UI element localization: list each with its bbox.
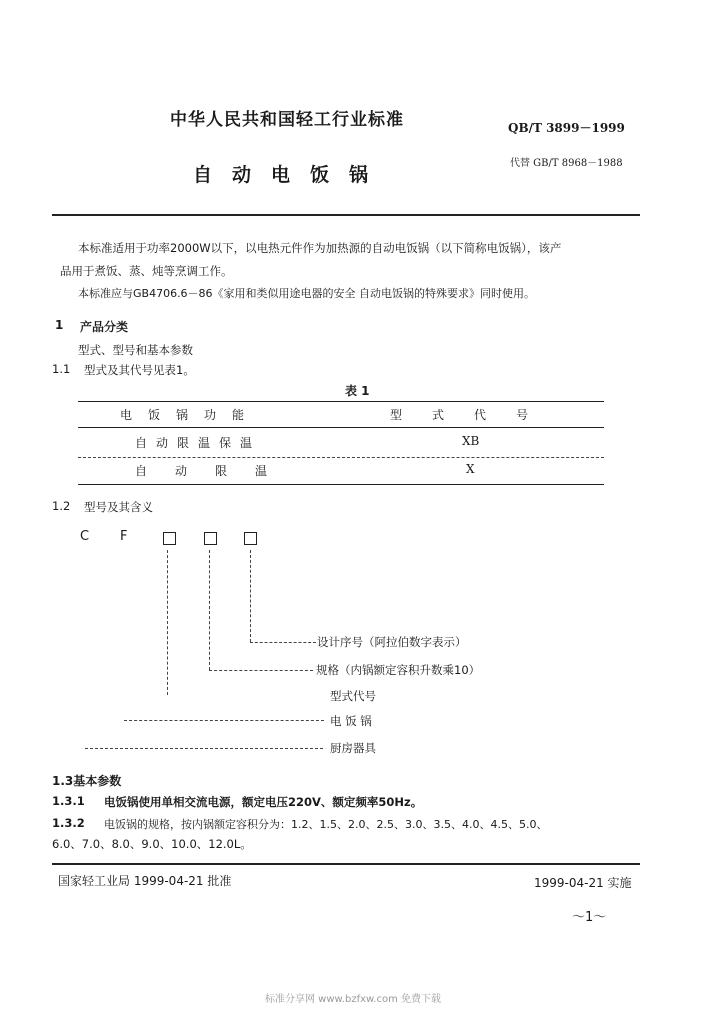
footer-rule — [52, 863, 640, 865]
replaces-standard: 代替 GB/T 8968－1988 — [510, 158, 623, 169]
code-box-spec — [204, 532, 217, 545]
section1-number: 1 — [55, 318, 64, 332]
document-title: 自动电饭锅 — [193, 164, 389, 186]
connector-kitchen — [85, 748, 323, 749]
table-header-rule — [78, 427, 604, 428]
label-spec: 规格（内锅额定容积升数乘10） — [316, 663, 481, 677]
section1-3-heading: 1.3基本参数 — [52, 774, 122, 788]
section1-3-1-text: 电饭锅使用单相交流电源，额定电压220V、额定频率50Hz。 — [104, 795, 423, 809]
connector-spec-vertical — [209, 550, 210, 670]
table-row-divider — [78, 457, 604, 458]
connector-spec-horizontal — [209, 670, 313, 671]
intro-para1-line2: 品用于煮饭、蒸、炖等烹调工作。 — [60, 264, 233, 278]
page-number: ～1～ — [572, 910, 607, 925]
table-header-function: 电饭锅功能 — [120, 408, 261, 422]
intro-para2: 本标准应与GB4706.6－86《家用和类似用途电器的安全 自动电饭锅的特殊要求》同时使用。 — [78, 287, 536, 300]
label-type-code: 型式代号 — [330, 689, 376, 703]
table-row2-code: X — [466, 462, 475, 476]
section1-1-number: 1.1 — [52, 362, 71, 376]
section1-3-2-text-line2: 6.0、7.0、8.0、9.0、10.0、12.0L。 — [52, 837, 252, 851]
approval-note: 国家轻工业局 1999-04-21 批准 — [58, 874, 232, 888]
connector-type-vertical — [167, 550, 168, 695]
table-row1-function: 自动限温保温 — [135, 436, 262, 450]
label-cooker: 电 饭 锅 — [330, 714, 372, 728]
section1-title: 产品分类 — [80, 320, 129, 334]
table-top-rule — [78, 401, 604, 402]
section1-3-2-text-line1: 电饭锅的规格，按内锅额定容积分为：1.2、1.5、2.0、2.5、3.0、3.5、4.0、4.5、5.0、 — [104, 818, 548, 831]
connector-design-vertical — [250, 550, 251, 642]
table-bottom-rule — [78, 484, 604, 485]
watermark-text: 标准分享网 www.bzfxw.com 免费下载 — [265, 994, 441, 1005]
header-rule — [52, 214, 640, 216]
org-title: 中华人民共和国轻工行业标准 — [170, 110, 404, 130]
code-letter-f: F — [120, 529, 128, 544]
label-design-seq: 设计序号（阿拉伯数字表示） — [317, 635, 467, 649]
code-letter-c: C — [80, 529, 90, 544]
section1-1-text: 型式及其代号见表1。 — [84, 363, 195, 377]
section1-2-number: 1.2 — [52, 499, 71, 513]
intro-para1-line1: 本标准适用于功率2000W以下，以电热元件作为加热源的自动电饭锅（以下简称电饭锅），该产 — [78, 241, 562, 255]
code-box-type — [163, 532, 176, 545]
table-row2-function: 自动限温 — [135, 464, 296, 478]
section1-3-1-number: 1.3.1 — [52, 794, 85, 808]
section1-2-title: 型号及其含义 — [84, 500, 153, 514]
connector-cooker — [124, 720, 324, 721]
table-row1-code: XB — [462, 434, 480, 448]
section1-3-2-number: 1.3.2 — [52, 816, 85, 830]
table-header-code: 型式代号 — [390, 408, 559, 422]
label-kitchen: 厨房器具 — [330, 741, 376, 755]
code-box-design — [244, 532, 257, 545]
standard-number: QB/T 3899－1999 — [508, 121, 625, 135]
effective-note: 1999-04-21 实施 — [534, 876, 632, 890]
section1-subtitle: 型式、型号和基本参数 — [78, 343, 193, 357]
table1-caption: 表 1 — [345, 384, 370, 398]
connector-design-horizontal — [250, 642, 316, 643]
